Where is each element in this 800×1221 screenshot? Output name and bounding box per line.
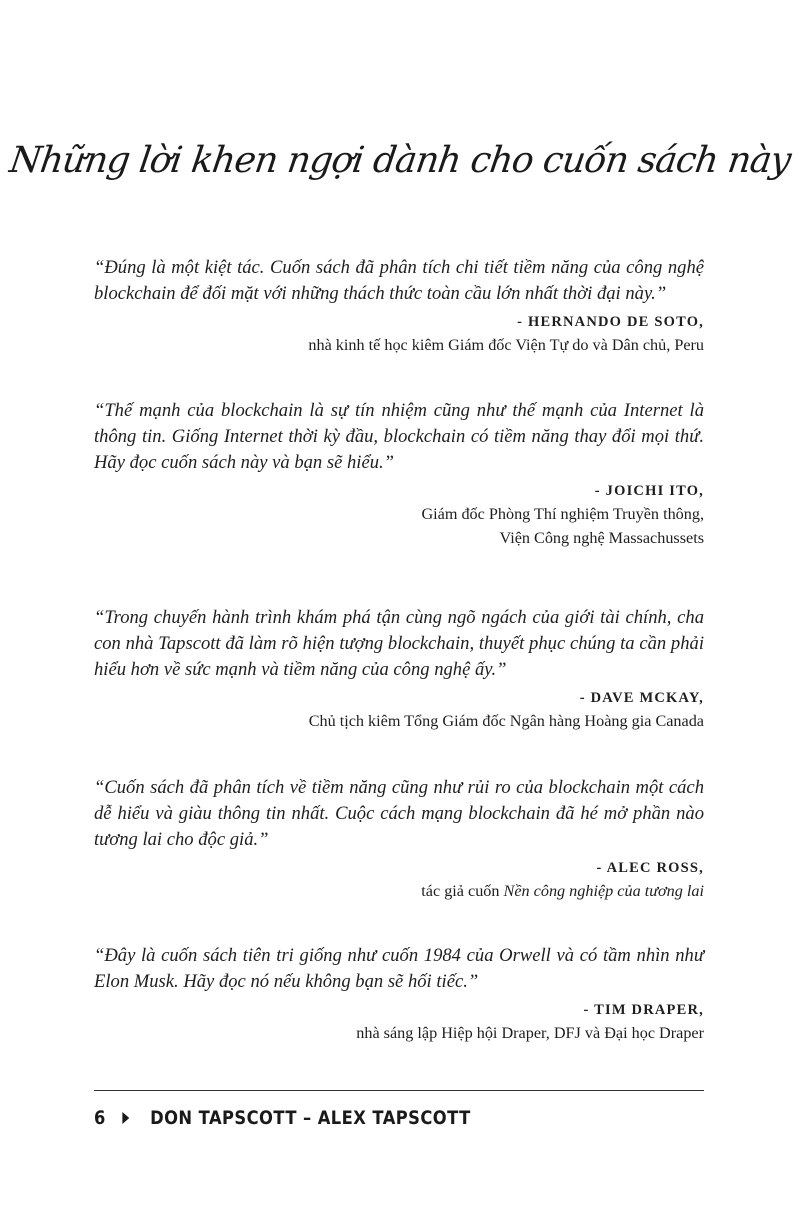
review-item — [94, 775, 704, 903]
review-author: - TIM DRAPER, — [583, 1002, 704, 1018]
review-quote: “Thế mạnh của blockchain là sự tín nhiệm cũng như thế mạnh của Internet là thông tin. Giống Internet thời kỳ đầu, blockchain có tiềm năng thay đổi mọi thứ. Hãy đọc cuốn sách này và bạn sẽ hiểu.” — [94, 400, 704, 473]
review-item — [94, 943, 704, 1045]
review-quote: “Đây là cuốn sách tiên tri giống như cuốn 1984 của Orwell và có tầm nhìn như Elon Musk. Hãy đọc nó nếu không bạn sẽ hối tiếc.” — [94, 945, 704, 992]
review-affiliation: nhà sáng lập Hiệp hội Draper, DFJ và Đại học Draper — [356, 1024, 704, 1042]
page-number: 6 — [94, 1107, 106, 1129]
review-author: - JOICHI ITO, — [594, 483, 704, 499]
review-affiliation: nhà kinh tế học kiêm Giám đốc Viện Tự do và Dân chủ, Peru — [308, 336, 704, 354]
review-author: - DAVE MCKAY, — [579, 690, 704, 706]
affiliation-prefix: tác giả cuốn — [421, 882, 504, 900]
footer-divider — [94, 1090, 704, 1091]
review-quote: “Cuốn sách đã phân tích về tiềm năng cũng như rủi ro của blockchain một cách dễ hiểu và giàu thông tin nhất. Cuộc cách mạng blockchain đã hé mở phần nào tương lai cho độc giả.” — [94, 777, 704, 850]
review-author: - ALEC ROSS, — [596, 860, 704, 876]
review-item — [94, 605, 704, 733]
review-item — [94, 255, 704, 357]
footer-authors: DON TAPSCOTT – ALEX TAPSCOTT — [150, 1107, 471, 1129]
review-item — [94, 398, 704, 550]
review-affiliation — [94, 879, 704, 903]
review-affiliation: Giám đốc Phòng Thí nghiệm Truyền thông, — [421, 505, 704, 523]
review-quote: “Trong chuyến hành trình khám phá tận cùng ngõ ngách của giới tài chính, cha con nhà Tapscott đã làm rõ hiện tượng blockchain, thuyết phục chúng ta cần phải hiểu hơn về sức mạnh và tiềm năng của công nghệ ấy.” — [94, 607, 704, 680]
book-title: Nền công nghiệp của tương lai — [503, 882, 704, 900]
review-affiliation: Chủ tịch kiêm Tổng Giám đốc Ngân hàng Hoàng gia Canada — [308, 712, 704, 730]
page-title: Những lời khen ngợi dành cho cuốn sách này — [7, 140, 793, 181]
review-affiliation: Viện Công nghệ Massachussets — [499, 529, 704, 547]
triangle-right-icon — [123, 1112, 130, 1124]
review-quote: “Đúng là một kiệt tác. Cuốn sách đã phân tích chi tiết tiềm năng của công nghệ blockchain để đối mặt với những thách thức toàn cầu lớn nhất thời đại này.” — [94, 257, 704, 304]
running-footer — [94, 1104, 471, 1132]
review-author: - HERNANDO DE SOTO, — [517, 314, 704, 330]
